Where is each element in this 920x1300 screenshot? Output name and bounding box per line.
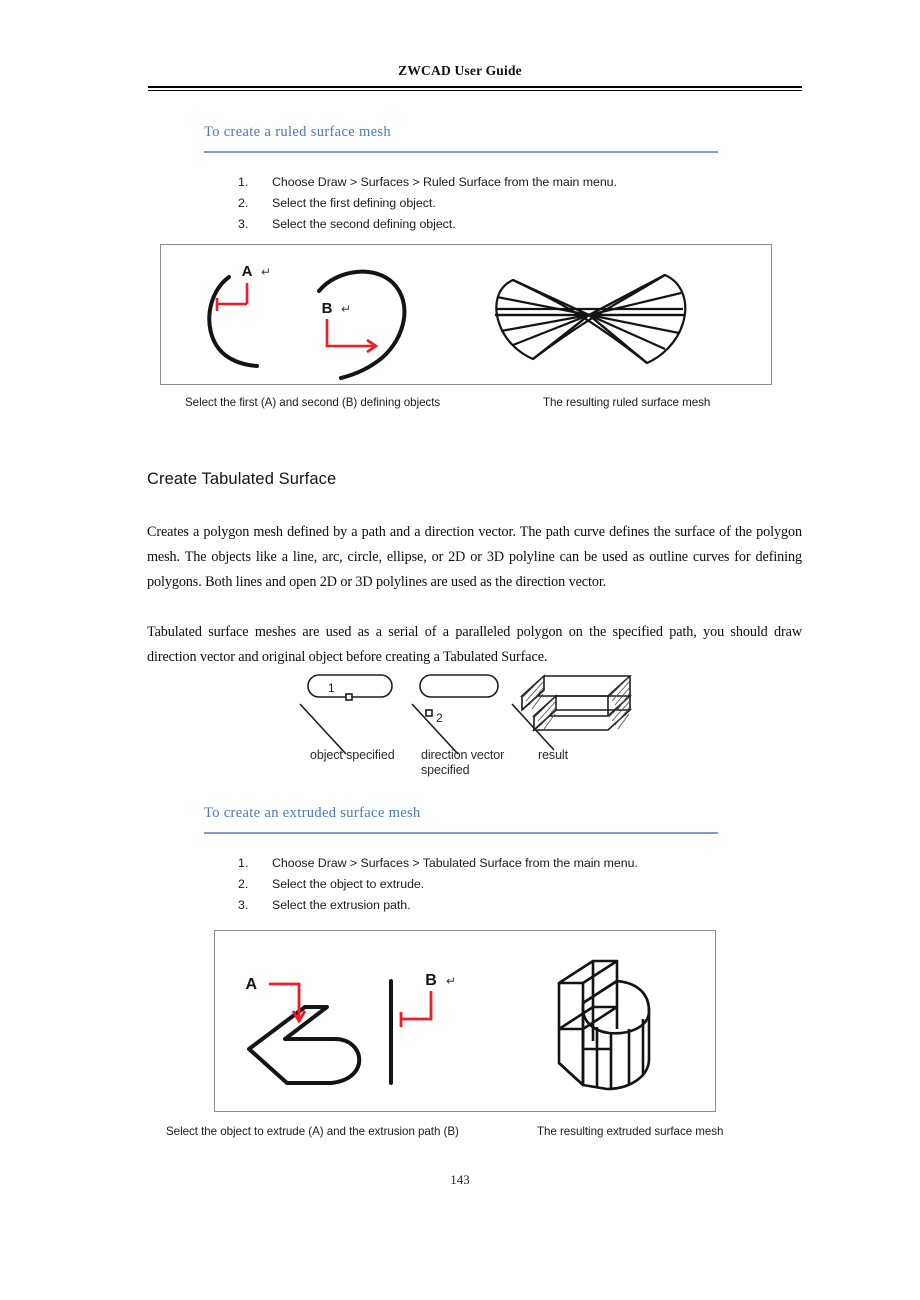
list-item bbox=[238, 175, 617, 189]
step-text: Select the extrusion path. bbox=[272, 898, 411, 912]
figure-extruded-surface bbox=[214, 930, 716, 1112]
step-number: 3. bbox=[238, 217, 249, 231]
step-text: Select the first defining object. bbox=[272, 196, 436, 210]
header-title: ZWCAD User Guide bbox=[398, 63, 522, 78]
diagram-caption-object: object specified bbox=[310, 748, 395, 762]
step-text: Choose Draw > Surfaces > Ruled Surface from the main menu. bbox=[272, 175, 617, 189]
header-rule-thick bbox=[148, 86, 802, 88]
figure-label-b: B bbox=[321, 300, 333, 317]
list-item bbox=[238, 856, 638, 870]
caption-ruled-left: Select the first (A) and second (B) defining objects bbox=[185, 396, 441, 409]
paragraph-tabulated-2: Tabulated surface meshes are used as a serial of a paralleled polygon on the specified path, you should draw direction vector and original object before creating a Tabulated Surface. bbox=[147, 624, 802, 665]
diagram-marker-1: 1 bbox=[328, 681, 335, 695]
steps-ruled-surface bbox=[238, 175, 617, 238]
heading-extruded-surface-rule bbox=[204, 832, 718, 834]
return-glyph-a: ↵ bbox=[261, 265, 272, 279]
list-item bbox=[238, 196, 617, 210]
step-text: Choose Draw > Surfaces > Tabulated Surface from the main menu. bbox=[272, 856, 638, 870]
heading-ruled-surface-rule bbox=[204, 151, 718, 153]
figure-extruded-surface-graphic bbox=[215, 931, 715, 1111]
list-item bbox=[238, 877, 638, 891]
page-number: 143 bbox=[450, 1172, 470, 1187]
caption-extruded-right: The resulting extruded surface mesh bbox=[537, 1125, 724, 1138]
step-number: 1. bbox=[238, 175, 249, 189]
heading-ruled-surface: To create a ruled surface mesh bbox=[204, 124, 392, 140]
diagram-marker-2: 2 bbox=[436, 711, 443, 725]
page-header bbox=[0, 62, 920, 80]
list-item bbox=[238, 898, 638, 912]
figure-label-b-extruded: B bbox=[425, 972, 437, 989]
caption-extruded-left: Select the object to extrude (A) and the extrusion path (B) bbox=[166, 1125, 459, 1138]
step-number: 1. bbox=[238, 856, 249, 870]
figure-ruled-surface-graphic bbox=[161, 245, 771, 384]
caption-ruled-right: The resulting ruled surface mesh bbox=[543, 396, 711, 409]
figure-label-a-extruded: A bbox=[245, 976, 257, 993]
heading-extruded-surface: To create an extruded surface mesh bbox=[204, 805, 421, 821]
diagram-caption-direction-1: direction vector bbox=[421, 748, 505, 762]
step-text: Select the object to extrude. bbox=[272, 877, 425, 891]
diagram-caption-direction-2: specified bbox=[421, 763, 470, 777]
return-glyph-b: ↵ bbox=[341, 302, 352, 316]
step-number: 3. bbox=[238, 898, 249, 912]
figure-ruled-surface bbox=[160, 244, 772, 385]
diagram-caption-result: result bbox=[538, 748, 568, 762]
list-item bbox=[238, 217, 617, 231]
header-rule-thin bbox=[148, 90, 802, 91]
step-number: 2. bbox=[238, 196, 249, 210]
page-title: Create Tabulated Surface bbox=[147, 470, 337, 488]
step-text: Select the second defining object. bbox=[272, 217, 456, 231]
steps-extruded-surface bbox=[238, 856, 638, 919]
return-glyph-b-extruded: ↵ bbox=[446, 974, 457, 988]
paragraph-tabulated-1: Creates a polygon mesh defined by a path and a direction vector. The path curve defines the surface of the polygon mesh. The objects like a line, arc, circle, ellipse, or 2D or 3D polyline can be used as outline curves for defining polygons. Both lines and open 2D or 3D polylines are used as the direction vector. bbox=[147, 524, 802, 590]
figure-label-a: A bbox=[241, 263, 253, 280]
step-number: 2. bbox=[238, 877, 249, 891]
